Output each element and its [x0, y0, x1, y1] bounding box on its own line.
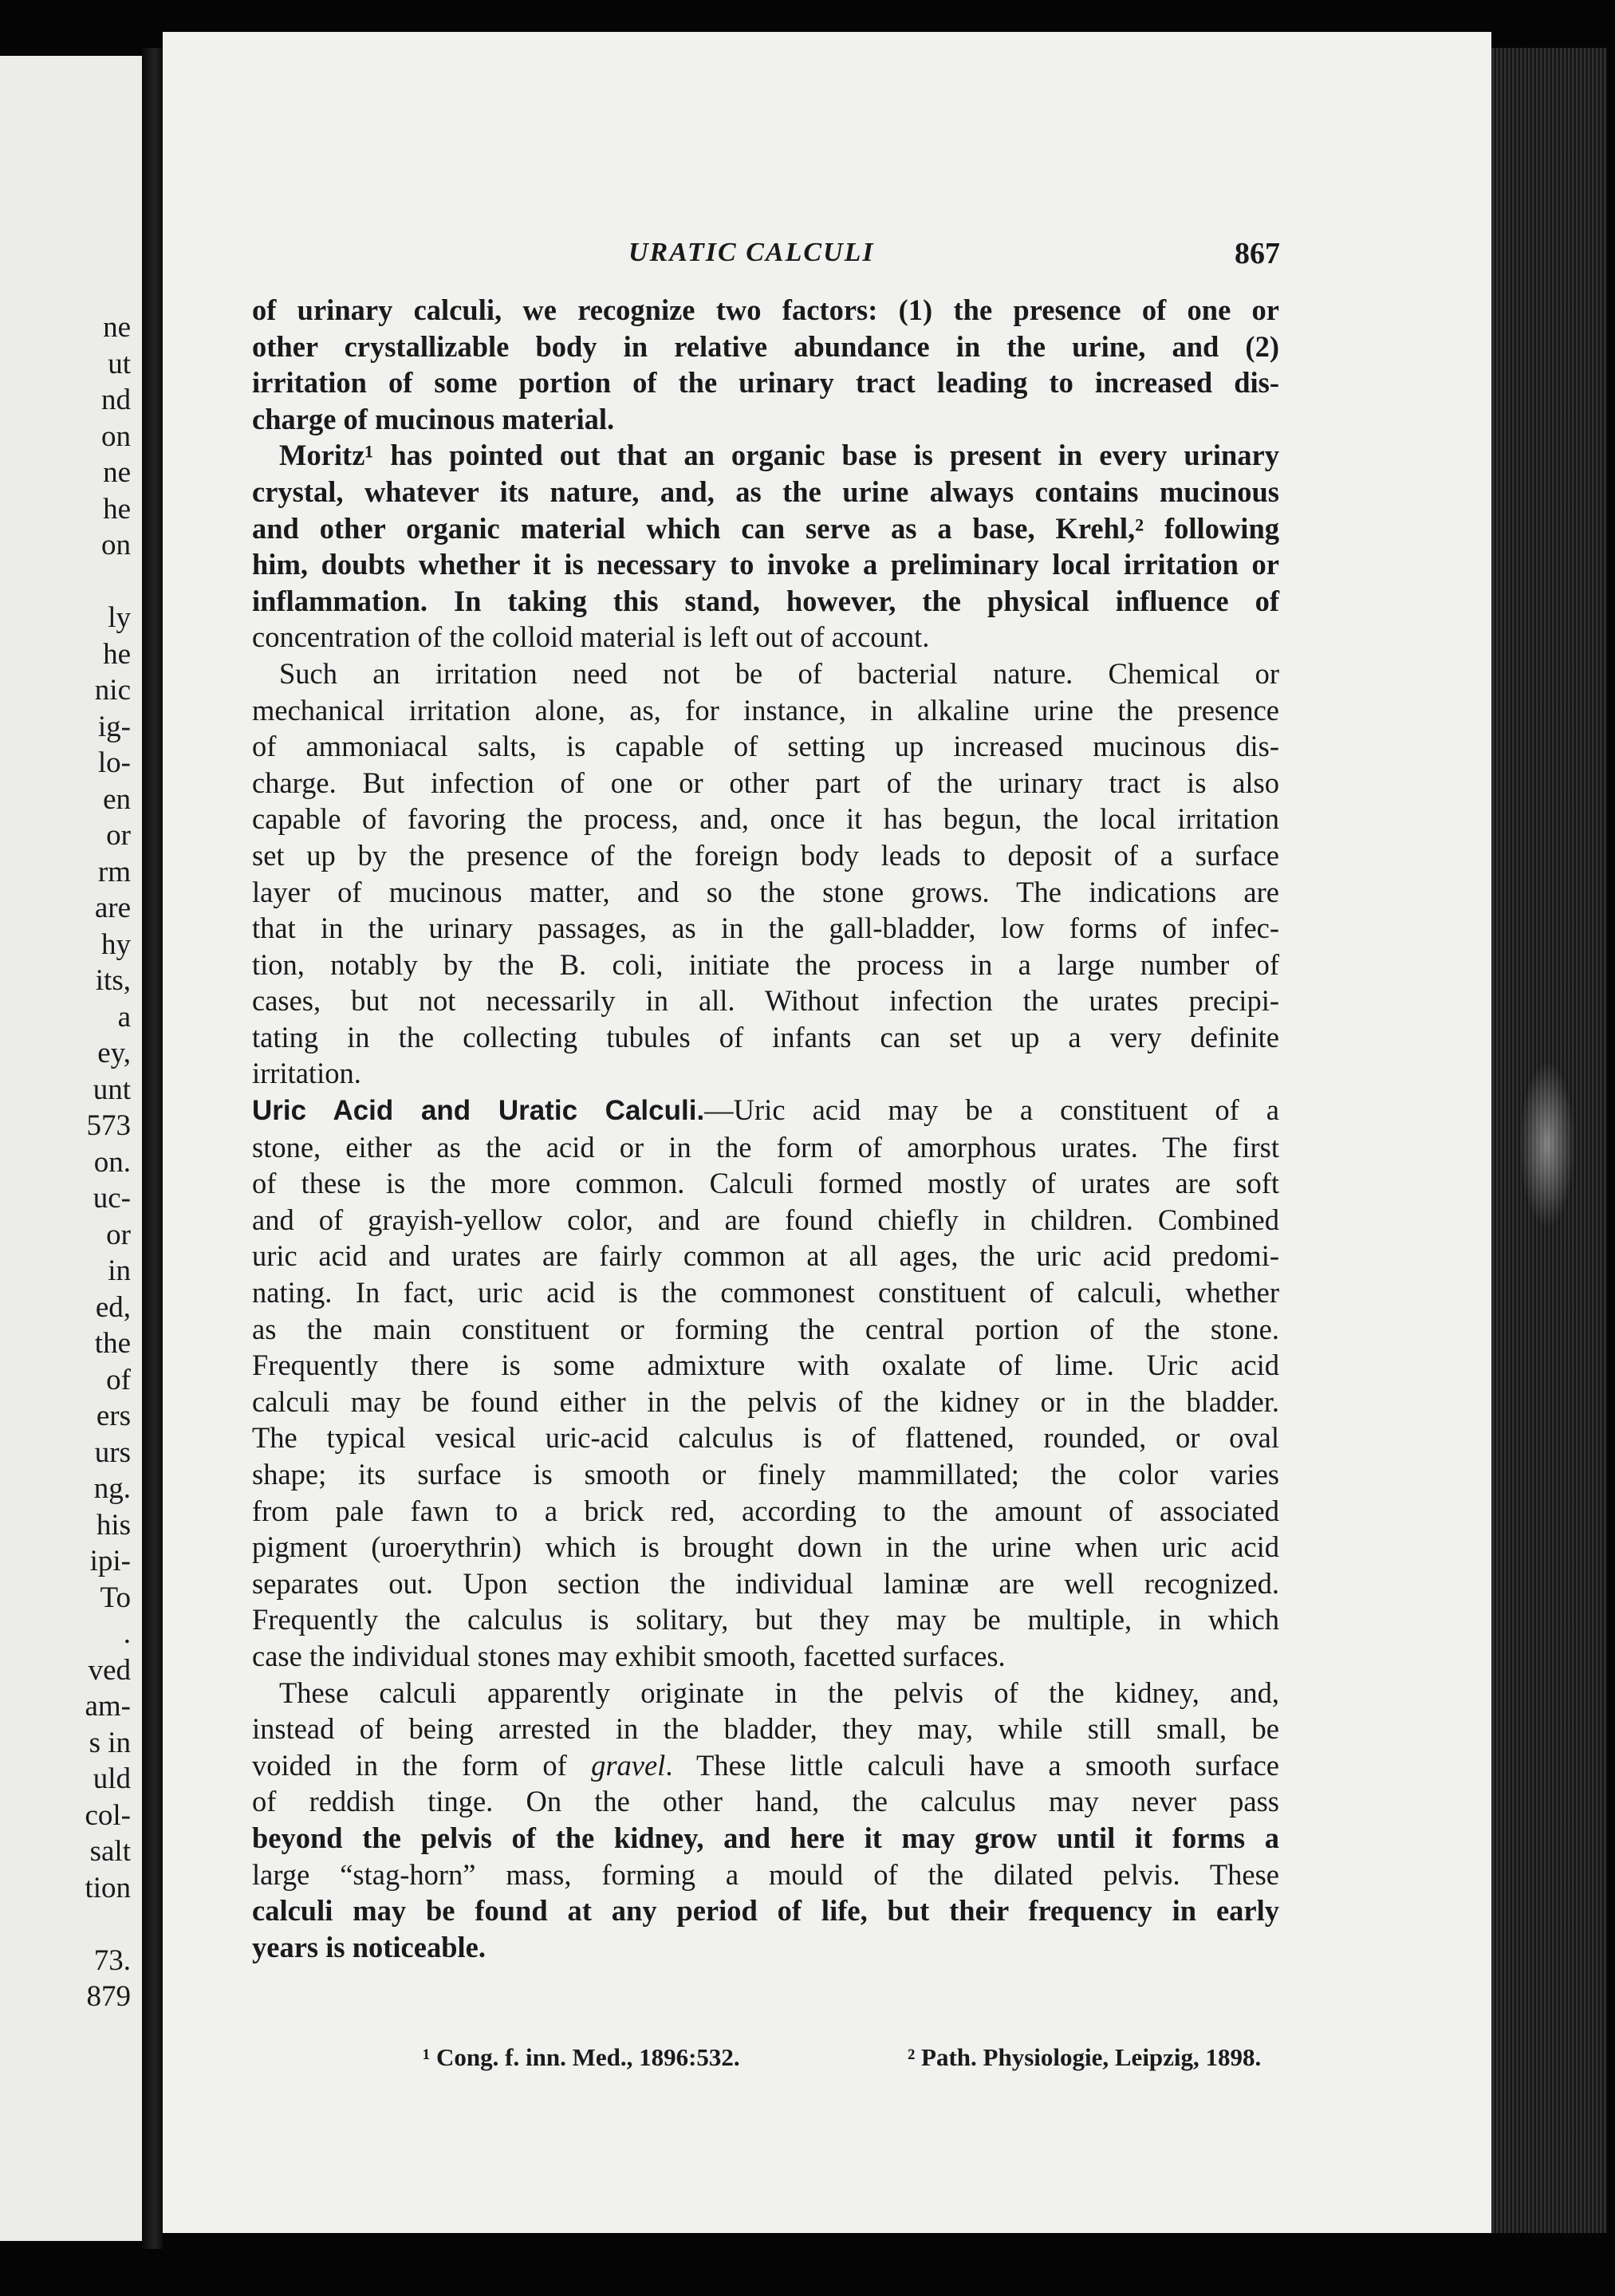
text-line: other crystallizable body in relative abundance in the urine, and (2): [252, 329, 1279, 363]
fragment: rm: [97, 855, 131, 888]
fragment: uc-: [93, 1182, 131, 1215]
text-run: —Uric acid may be a constituent of a: [704, 1093, 1279, 1127]
text-line: shape; its surface is smooth or finely mammillated; the color varies: [252, 1458, 1279, 1491]
fragment: on: [101, 529, 131, 561]
text-line: years is noticeable.: [252, 1930, 486, 1963]
text-line: uric acid and urates are fairly common at all ages, the uric acid predomi-: [252, 1239, 1279, 1273]
fragment: ipi-: [89, 1545, 131, 1577]
fragment: nic: [94, 674, 131, 707]
fragment: s in: [89, 1726, 131, 1759]
text-line: of reddish tinge. On the other hand, the calculus may never pass: [252, 1785, 1279, 1818]
page-number: 867: [1235, 237, 1280, 270]
text-line: stone, either as the acid or in the form of amorphous urates. The first: [252, 1130, 1279, 1164]
text-line: set up by the presence of the foreign body leads to deposit of a surface: [252, 838, 1279, 872]
text-line: charge of mucinous material.: [252, 402, 615, 435]
text-line: Moritz¹ has pointed out that an organic base is present in every urinary: [279, 439, 1279, 472]
previous-page: [0, 56, 142, 2241]
text-line: as the main constituent or forming the central portion of the stone.: [252, 1312, 1279, 1345]
fragment: ng.: [93, 1472, 131, 1505]
scan-artifact: [1519, 1061, 1575, 1228]
fragment: ne: [103, 456, 131, 489]
text-run: voided in the form of: [252, 1748, 592, 1782]
fragment: salt: [89, 1835, 131, 1868]
fragment: are: [94, 892, 131, 924]
fragment: ne: [103, 311, 131, 344]
fragment: its,: [95, 964, 131, 997]
fragment: tion: [85, 1871, 131, 1904]
footnote-2: ² Path. Physiologie, Leipzig, 1898.: [908, 2043, 1262, 2071]
book-page: [163, 32, 1491, 2233]
fragment: ed,: [95, 1290, 131, 1324]
fragment: ut: [108, 347, 131, 380]
fragment: [85, 564, 131, 601]
text-line: irritation of some portion of the urinary tract leading to increased dis-: [252, 366, 1279, 400]
fragment: he: [103, 637, 131, 671]
fragment: unt: [93, 1073, 131, 1106]
text-line: inflammation. In taking this stand, however, the physical influence of: [252, 584, 1279, 617]
fragment: 879: [86, 1980, 131, 2013]
text-line: pigment (uroerythrin) which is brought down in the urine when uric acid: [252, 1530, 1279, 1564]
fragment: the: [94, 1327, 131, 1360]
text-line: that in the urinary passages, as in the gall-bladder, low forms of infec-: [252, 912, 1279, 945]
text-line: irritation.: [252, 1057, 361, 1090]
text-line: crystal, whatever its nature, and, as the urine always contains mucinous: [252, 475, 1279, 508]
page-header: [163, 238, 1279, 286]
fragment: 573: [86, 1109, 131, 1142]
fragment: To: [100, 1581, 131, 1614]
section-heading: Uric Acid and Uratic Calculi.: [252, 1095, 705, 1127]
text-line: beyond the pelvis of the kidney, and here it may grow until it forms a: [252, 1821, 1279, 1854]
fragment: lo-: [97, 746, 131, 779]
text-line: cases, but not necessarily in all. Without infection the urates precipi-: [252, 984, 1279, 1018]
fragment: ers: [96, 1400, 131, 1432]
book-gutter: [142, 48, 163, 2249]
paragraph-1: [252, 292, 1279, 437]
text-line: Such an irritation need not be of bacterial nature. Chemical or: [279, 656, 1279, 690]
running-head: URATIC CALCULI: [628, 238, 875, 267]
text-line: tion, notably by the B. coli, initiate the process in a large number of: [252, 947, 1279, 981]
paragraph-4: [252, 1092, 1279, 1675]
footnote-1: ¹ Cong. f. inn. Med., 1896:532.: [423, 2043, 740, 2071]
text-line: concentration of the colloid material is left out of account.: [252, 620, 930, 654]
paragraph-3: [252, 656, 1279, 1092]
fragment: his: [96, 1508, 131, 1542]
text-line: layer of mucinous matter, and so the stone grows. The indications are: [252, 875, 1279, 908]
fragment: he: [103, 492, 131, 526]
text-line: nating. In fact, uric acid is the commonest constituent of calculi, whether: [252, 1276, 1279, 1309]
fragment: in: [108, 1254, 131, 1287]
text-run: . These little calculi have a smooth surface: [665, 1748, 1279, 1782]
text-line: The typical vesical uric-acid calculus is of flattened, rounded, or oval: [252, 1421, 1279, 1455]
fragment: or: [106, 819, 131, 852]
fragment: [85, 1906, 131, 1943]
text-line: separates out. Upon section the individual laminæ are well recognized.: [252, 1566, 1279, 1600]
fragment: nd: [101, 384, 131, 416]
fragment: col-: [85, 1798, 131, 1832]
fragment: am-: [85, 1690, 131, 1723]
fragment: urs: [94, 1435, 131, 1469]
fragment: ey,: [97, 1037, 131, 1069]
text-line: from pale fawn to a brick red, according to the amount of associated: [252, 1494, 1279, 1527]
text-line: [252, 1747, 1279, 1784]
text-line: large “stag-horn” mass, forming a mould of the dilated pelvis. These: [252, 1857, 1279, 1891]
fragment: ly: [108, 601, 131, 634]
fragment: 73.: [93, 1944, 131, 1977]
text-line: instead of being arrested in the bladder, they may, while still small, be: [252, 1712, 1279, 1746]
fragment: ved: [88, 1653, 131, 1687]
text-line: and other organic material which can serve as a base, Krehl,² following: [252, 511, 1279, 545]
text-line: calculi may be found either in the pelvis of the kidney or in the bladder.: [252, 1384, 1279, 1418]
text-line: capable of favoring the process, and, once it has begun, the local irritation: [252, 802, 1279, 836]
fragment: hy: [101, 927, 131, 961]
fragment: .: [123, 1617, 131, 1650]
fragment: uld: [93, 1762, 131, 1795]
text-line: calculi may be found at any period of life, but their frequency in early: [252, 1894, 1279, 1928]
paragraph-5: [252, 1675, 1279, 1966]
text-line: him, doubts whether it is necessary to invoke a preliminary local irritation or: [252, 548, 1279, 581]
text-line: tating in the collecting tubules of infants can set up a very definite: [252, 1020, 1279, 1053]
text-line: of ammoniacal salts, is capable of setting up increased mucinous dis-: [252, 730, 1279, 763]
text-line: case the individual stones may exhibit smooth, facetted surfaces.: [252, 1639, 1006, 1672]
fragment: of: [106, 1363, 131, 1396]
text-line: Frequently there is some admixture with oxalate of lime. Uric acid: [252, 1349, 1279, 1382]
text-line: and of grayish-yellow color, and are found chiefly in children. Combined: [252, 1203, 1279, 1236]
fragment: a: [117, 1000, 131, 1034]
fragment: en: [103, 782, 131, 816]
text-line: charge. But infection of one or other part of the urinary tract is also: [252, 766, 1279, 799]
emphasis-gravel: gravel: [591, 1748, 666, 1782]
text-line: of these is the more common. Calculi formed mostly of urates are soft: [252, 1167, 1279, 1200]
text-line: of urinary calculi, we recognize two factors: (1) the presence of one or: [252, 293, 1279, 326]
fragment: on.: [93, 1145, 131, 1179]
previous-page-text: [85, 309, 131, 2015]
text-line: These calculi apparently originate in the pelvis of the kidney, and,: [279, 1676, 1279, 1709]
fragment: or: [106, 1218, 131, 1251]
paragraph-2: [252, 437, 1279, 656]
text-line: Frequently the calculus is solitary, but they may be multiple, in which: [252, 1603, 1279, 1636]
fragment: on: [101, 419, 131, 453]
text-line: mechanical irritation alone, as, for instance, in alkaline urine the presence: [252, 693, 1279, 727]
fragment: ig-: [97, 710, 131, 743]
body-text: [252, 292, 1279, 1965]
text-line: [252, 1092, 1279, 1129]
